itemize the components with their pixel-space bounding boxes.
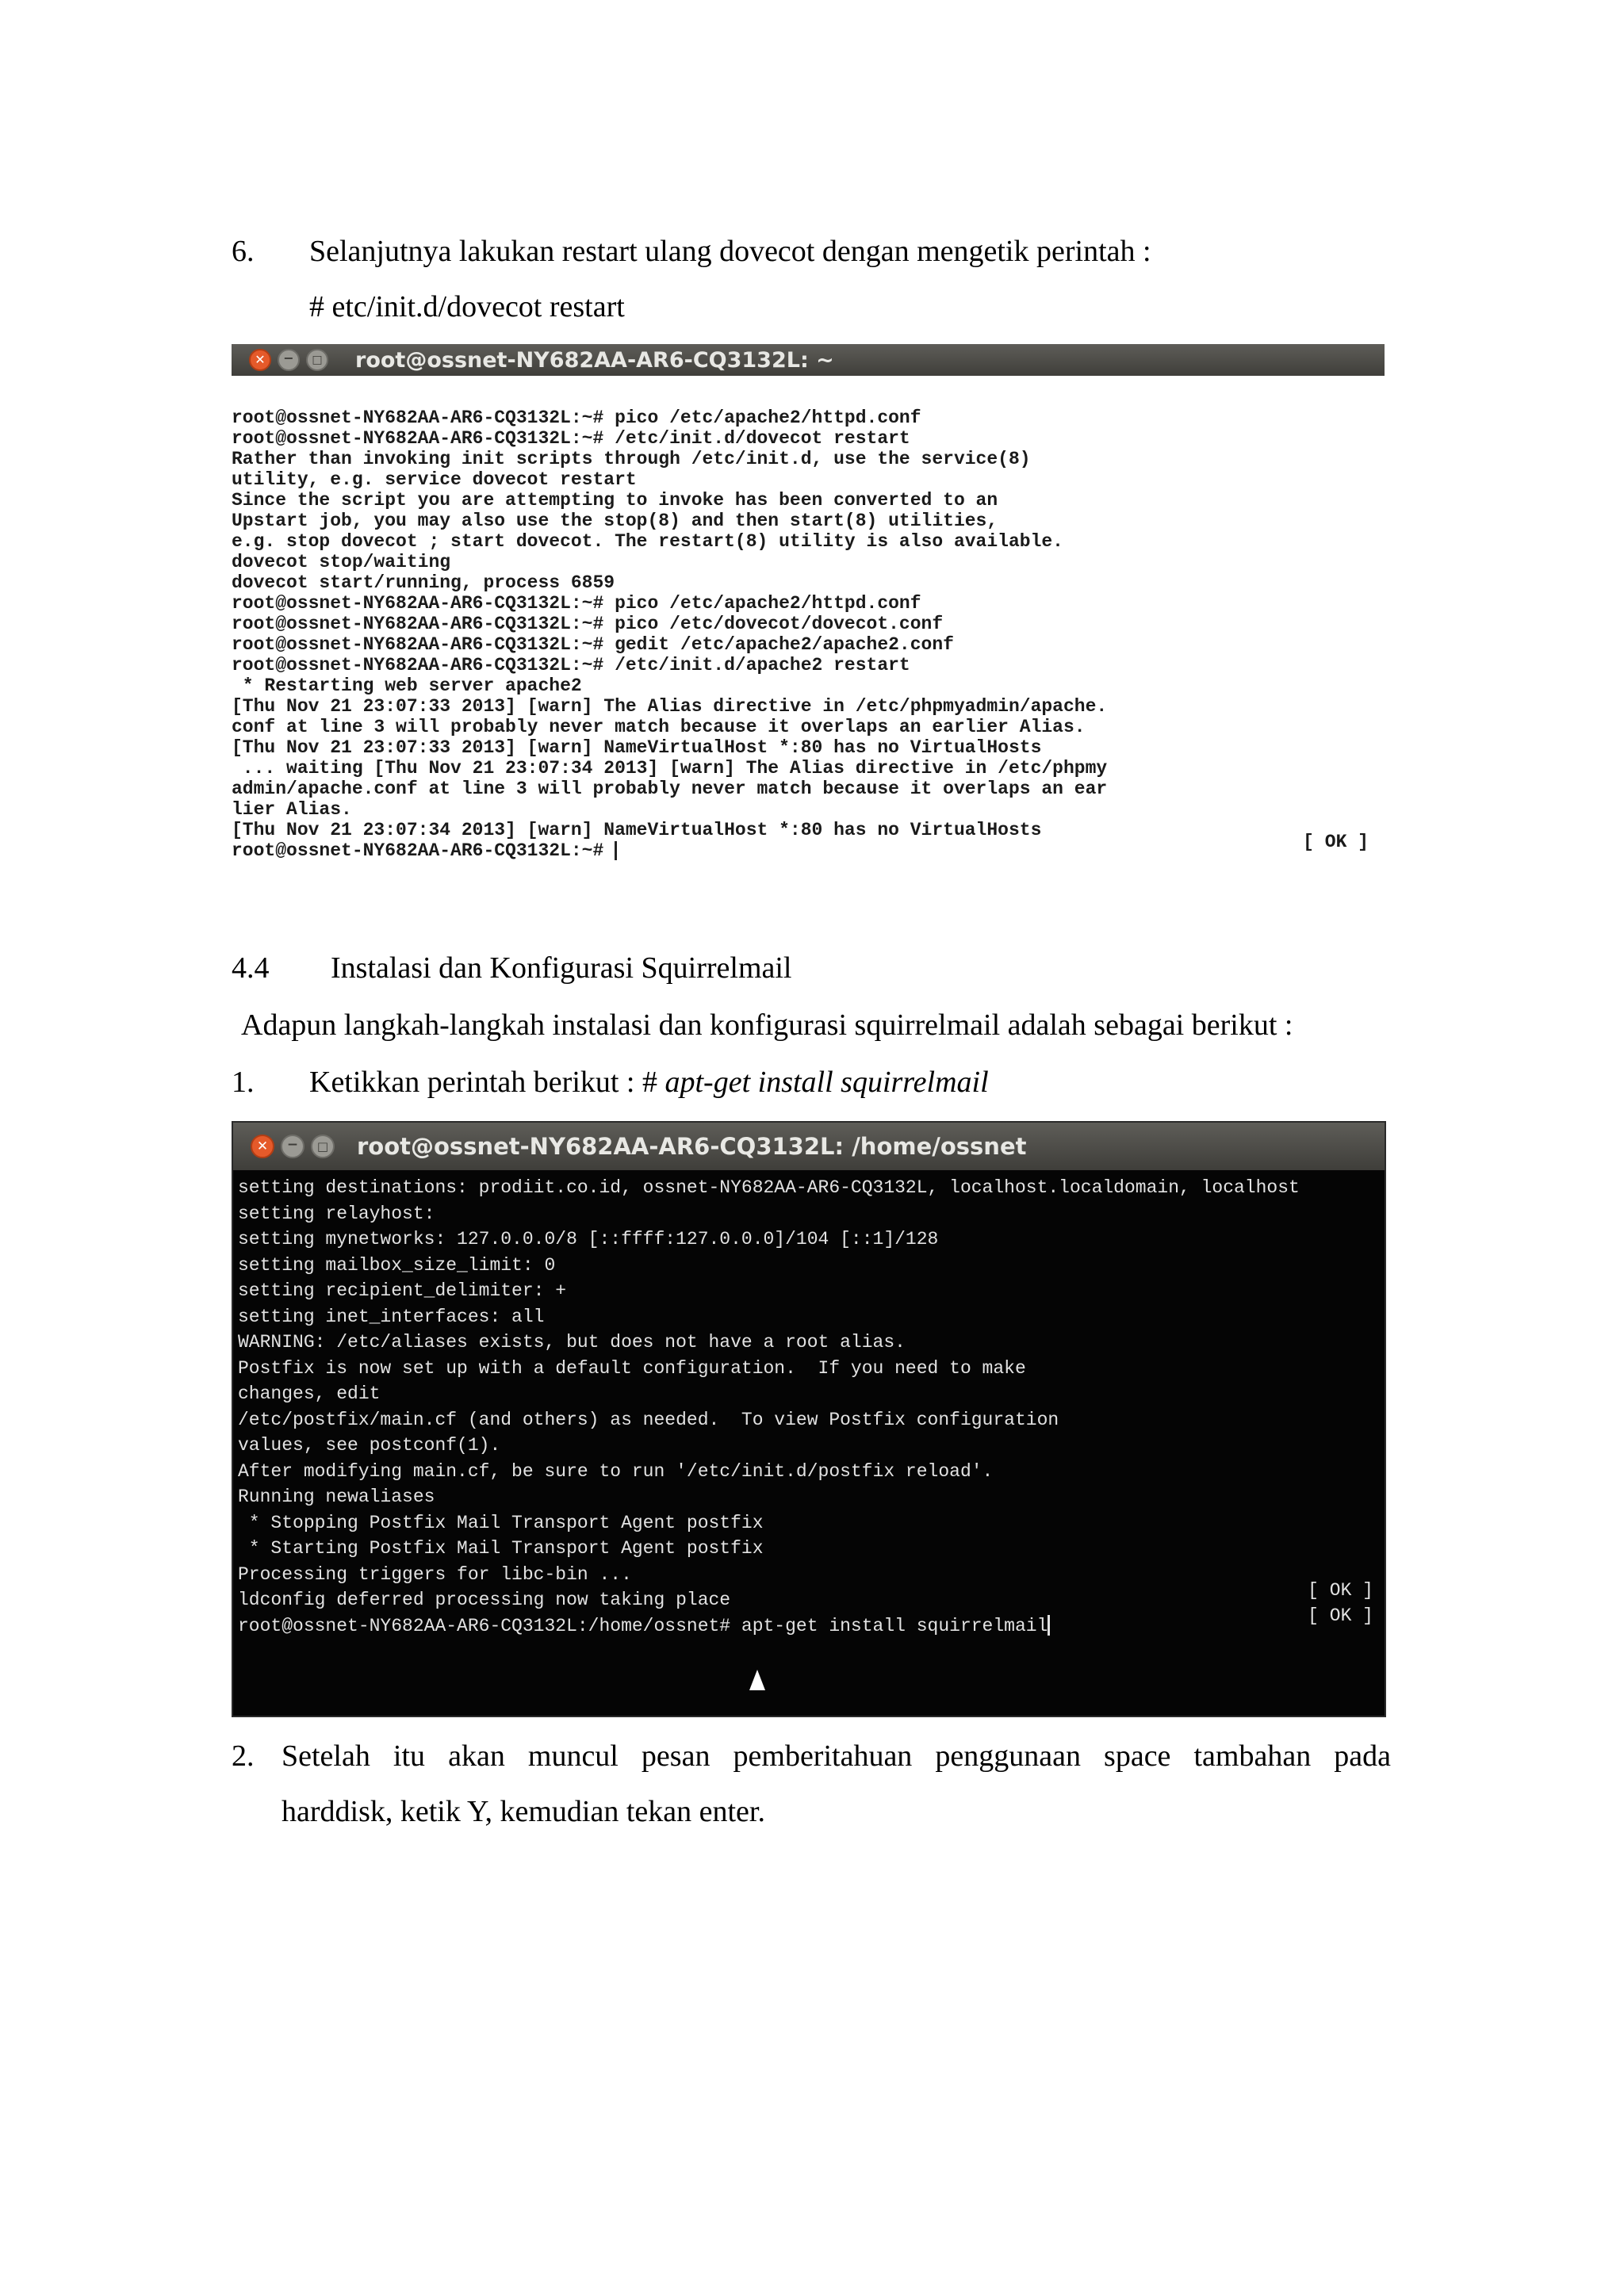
terminal-line: Running newaliases: [238, 1487, 435, 1507]
terminal-title: root@ossnet-NY682AA-AR6-CQ3132L: ~: [355, 347, 834, 373]
terminal-output: [232, 376, 1385, 880]
terminal-line: dovecot stop/waiting: [232, 552, 451, 572]
maximize-icon[interactable]: □: [311, 1135, 335, 1158]
terminal-line: setting mynetworks: 127.0.0.0/8 [::ffff:127.0.0.0]/104 [::1]/128: [238, 1229, 939, 1249]
terminal-line: root@ossnet-NY682AA-AR6-CQ3132L:~# pico /etc/apache2/httpd.conf: [232, 408, 921, 428]
terminal-line: Rather than invoking init scripts through /etc/init.d, use the service(8): [232, 449, 1031, 469]
terminal-line: Upstart job, you may also use the stop(8) and then start(8) utilities,: [232, 511, 998, 531]
step-2-text-line2: harddisk, ketik Y, kemudian tekan enter.: [282, 1795, 765, 1828]
terminal-line: setting mailbox_size_limit: 0: [238, 1254, 556, 1276]
step-1-text: [309, 1064, 989, 1100]
terminal-line: root@ossnet-NY682AA-AR6-CQ3132L:~#: [232, 840, 1385, 861]
terminal-line: /etc/postfix/main.cf (and others) as needed. To view Postfix configuration: [238, 1409, 1059, 1430]
terminal-line: setting recipient_delimiter: +: [238, 1280, 567, 1301]
terminal-line: conf at line 3 will probably never match because it overlaps an earlier Alias.: [232, 717, 1086, 737]
terminal-line: e.g. stop dovecot ; start dovecot. The restart(8) utility is also available.: [232, 531, 1063, 552]
status-ok-label: [ OK ]: [1303, 832, 1369, 852]
terminal-line: ldconfig deferred processing now taking place: [238, 1590, 731, 1610]
close-icon[interactable]: ✕: [249, 349, 271, 371]
terminal-window-squirrelmail: [232, 1121, 1386, 1717]
status-ok-label-stop: [ OK ]: [1308, 1580, 1373, 1601]
minimize-icon[interactable]: −: [278, 349, 300, 371]
section-number: 4.4: [232, 951, 270, 985]
terminal-output: [233, 1170, 1385, 1716]
terminal-line: setting relayhost:: [238, 1203, 435, 1224]
terminal-titlebar: [233, 1123, 1385, 1170]
text-cursor: [1048, 1615, 1050, 1636]
terminal-line: root@ossnet-NY682AA-AR6-CQ3132L:~# gedit /etc/apache2/apache2.conf: [232, 634, 954, 655]
terminal-line: * Starting Postfix Mail Transport Agent postfix: [238, 1538, 764, 1559]
text-cursor: [615, 841, 617, 860]
step-1-label: Ketikkan perintah berikut : #: [309, 1066, 665, 1099]
terminal-line: root@ossnet-NY682AA-AR6-CQ3132L:/home/ossnet# apt-get install squirrelmail: [238, 1613, 1385, 1640]
terminal-line: admin/apache.conf at line 3 will probably never match because it overlaps an ear: [232, 779, 1108, 799]
terminal-line: setting inet_interfaces: all: [238, 1306, 545, 1327]
step-6-number: 6.: [232, 235, 255, 268]
terminal-line: Postfix is now set up with a default configuration. If you need to make: [238, 1357, 1026, 1379]
terminal-line: utility, e.g. service dovecot restart: [232, 469, 637, 490]
terminal-line: changes, edit: [238, 1383, 381, 1404]
section-title: Instalasi dan Konfigurasi Squirrelmail: [331, 951, 792, 985]
minimize-icon[interactable]: −: [281, 1135, 304, 1158]
maximize-icon[interactable]: □: [306, 349, 328, 371]
terminal-line: After modifying main.cf, be sure to run '/etc/init.d/postfix reload'.: [238, 1460, 994, 1482]
terminal-line: * Stopping Postfix Mail Transport Agent postfix: [238, 1512, 764, 1533]
terminal-line: * Restarting web server apache2: [232, 675, 582, 696]
terminal-line: values, see postconf(1).: [238, 1435, 501, 1456]
terminal-line: [Thu Nov 21 23:07:33 2013] [warn] The Alias directive in /etc/phpmyadmin/apache.: [232, 696, 1108, 717]
terminal-line: Processing triggers for libc-bin ...: [238, 1563, 632, 1585]
step-6-text: Selanjutnya lakukan restart ulang dovecot dengan mengetik perintah :: [309, 235, 1151, 268]
terminal-line: ... waiting [Thu Nov 21 23:07:34 2013] [warn] The Alias directive in /etc/phpmy: [232, 758, 1108, 779]
terminal-line: [Thu Nov 21 23:07:34 2013] [warn] NameVirtualHost *:80 has no VirtualHosts: [232, 820, 1042, 840]
terminal-titlebar: [232, 344, 1385, 376]
terminal-line: Since the script you are attempting to invoke has been converted to an: [232, 490, 998, 511]
step-2-text-line1: Setelah itu akan muncul pesan pemberitahuan penggunaan space tambahan pada: [282, 1739, 1391, 1773]
terminal-line: [Thu Nov 21 23:07:33 2013] [warn] NameVirtualHost *:80 has no VirtualHosts: [232, 737, 1042, 758]
status-ok-label-start: [ OK ]: [1308, 1605, 1373, 1626]
step-6-command: # etc/init.d/dovecot restart: [309, 290, 625, 323]
terminal-window-dovecot: [232, 344, 1385, 880]
terminal-line: root@ossnet-NY682AA-AR6-CQ3132L:~# pico /etc/apache2/httpd.conf: [232, 593, 921, 614]
terminal-line: dovecot start/running, process 6859: [232, 572, 615, 593]
terminal-line: root@ossnet-NY682AA-AR6-CQ3132L:~# /etc/init.d/dovecot restart: [232, 428, 910, 449]
terminal-line: root@ossnet-NY682AA-AR6-CQ3132L:~# /etc/init.d/apache2 restart: [232, 655, 910, 675]
step-1-number: 1.: [232, 1066, 255, 1099]
step-1-command: apt-get install squirrelmail: [665, 1066, 989, 1099]
terminal-line: setting destinations: prodiit.co.id, ossnet-NY682AA-AR6-CQ3132L, localhost.localdomain, localhost: [238, 1177, 1300, 1198]
terminal-line: WARNING: /etc/aliases exists, but does not have a root alias.: [238, 1332, 906, 1353]
mouse-pointer-icon: [749, 1670, 765, 1690]
section-intro: Adapun langkah-langkah instalasi dan konfigurasi squirrelmail adalah sebagai berikut :: [241, 1008, 1293, 1042]
step-2-number: 2.: [232, 1739, 255, 1773]
terminal-line: lier Alias.: [232, 799, 352, 820]
close-icon[interactable]: ✕: [251, 1135, 274, 1158]
terminal-title: root@ossnet-NY682AA-AR6-CQ3132L: /home/ossnet: [357, 1133, 1027, 1160]
terminal-line: root@ossnet-NY682AA-AR6-CQ3132L:~# pico /etc/dovecot/dovecot.conf: [232, 614, 944, 634]
